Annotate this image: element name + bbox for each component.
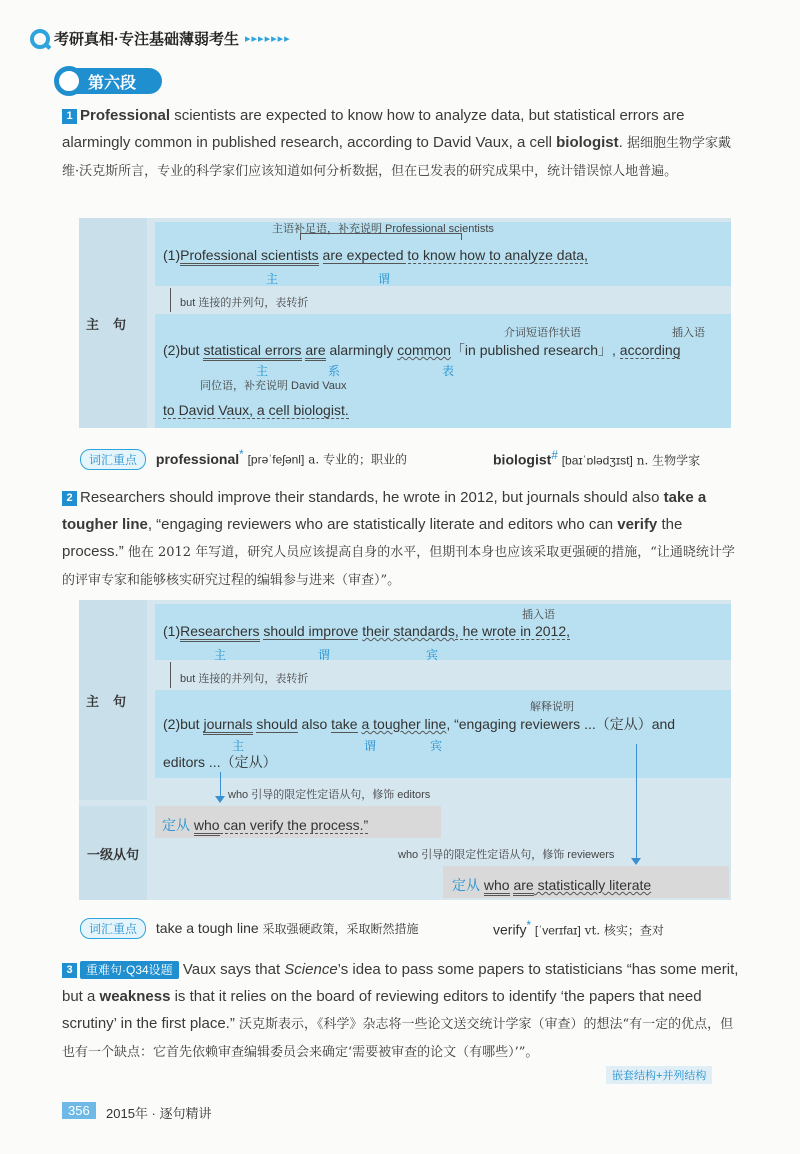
predicative: common xyxy=(397,342,451,358)
structure-note: 嵌套结构+并列结构 xyxy=(606,1066,712,1084)
arrow-line xyxy=(636,744,637,860)
object: their standards xyxy=(362,623,455,639)
arrows-icon: ▸▸▸▸▸▸▸ xyxy=(245,33,291,45)
search-logo-icon xyxy=(30,29,50,49)
tag-predicate: 谓 xyxy=(364,739,377,753)
subject: journals xyxy=(203,716,252,735)
subject: Professional scientists xyxy=(180,247,319,266)
keyword: weakness xyxy=(99,988,171,1005)
annotation: but 连接的并列句，表转折 xyxy=(180,297,309,309)
vocab-row: 词汇重点 professional* [prəˈfeʃənl] a. 专业的；职业的 xyxy=(80,448,740,470)
box-label: 主句 xyxy=(79,600,147,800)
arrow-down-icon xyxy=(215,796,225,803)
paragraph-number: 3 xyxy=(62,963,77,978)
header-brand xyxy=(30,28,291,49)
box-label: 一级从句 xyxy=(79,806,147,900)
relative-clause: 定从 who are statistically literate xyxy=(452,875,651,895)
vocab-tag: 词汇重点 xyxy=(80,918,146,939)
relative-clause: 定从 who can verify the process.” xyxy=(162,815,368,835)
keyword: biologist xyxy=(556,134,619,151)
annotation: who 引导的限定性定语从句，修饰 reviewers xyxy=(398,849,615,861)
connector xyxy=(170,662,171,688)
tag-subject: 主 xyxy=(256,364,269,378)
clause-tag: 定从 xyxy=(162,817,190,833)
paragraph-3: 3 重难句·Q34设题 Vaux says that Science’s idea to pass some papers to statisticians “has some merit, but a weakness is that it relies on the board of reviewing editors to identify ‘the papers that need scrutiny’ in the first place.” 沃克斯表示，《科学》杂志将一些论文送交统计学家（审查）的想法“有一定的优点，但也有一个缺点：它首先依赖审查编辑委员会来确定‘需要被审查的论文（有哪些）’”。 xyxy=(62,961,739,1060)
annotation: who 引导的限定性定语从句，修饰 editors xyxy=(228,789,431,801)
page-number: 356 xyxy=(62,1102,96,1119)
paragraph-2: 2 Researchers should improve their standards, he wrote in 2012, but journals should also take a tougher line, “engaging reviewers who are statistically literate and editors who can verify the process.” 他在 2012 年写道，研究人员应该提高自身的水平，但期刊本身也应该采取更强硬的措施，“让通晓统计学的评审专家和能够核实研究过程的编辑参与进来（审查）”。 xyxy=(62,489,735,588)
sentence-line: to David Vaux, a cell biologist. xyxy=(163,402,349,418)
tag-object: 宾 xyxy=(430,739,443,753)
linking-verb: are xyxy=(305,342,325,361)
paragraph-number: 1 xyxy=(62,109,77,124)
footer-title: 2015年 · 逐句精讲 xyxy=(106,1106,212,1121)
sentence-line: (1)Researchers should improve their standards, he wrote in 2012, xyxy=(163,623,570,639)
vocab-row: biologist# [baɪˈɒlədʒɪst] n. 生物学家 xyxy=(493,449,701,468)
predicate: are expected xyxy=(322,247,404,263)
vocab-word: professional xyxy=(155,450,240,467)
tag-predicate: 谓 xyxy=(378,272,391,286)
annotation: 主语补足语，补充说明 Professional scientists xyxy=(272,223,494,235)
translation: 他在 2012 年写道，研究人员应该提高自身的水平，但期刊本身也应该采取更强硬的措施，“让通晓统计学的评审专家和能够核实研究过程的编辑参与进来（审查）”。 xyxy=(62,545,735,588)
section-title: 第六段 xyxy=(62,68,162,94)
predicate: take xyxy=(331,716,358,732)
annotation: 介词短语作状语 xyxy=(504,327,581,339)
annotation: 解释说明 xyxy=(530,701,574,713)
connector xyxy=(170,288,171,312)
sentence-line: editors ...（定从） xyxy=(163,754,277,770)
tag-subject: 主 xyxy=(214,648,227,662)
annotation: 同位语，补充说明 David Vaux xyxy=(200,380,347,392)
subject: statistical errors xyxy=(203,342,301,361)
vocab-tag: 词汇重点 xyxy=(80,449,146,470)
translation: 据细胞生物学家戴维·沃克斯所言，专业的科学家们应该知道如何分析数据，但在已发表的研究成果中，统计错误惊人地普遍。 xyxy=(62,136,731,179)
tag-object: 宾 xyxy=(426,648,439,662)
box-label: 主句 xyxy=(79,218,147,428)
tag-subject: 主 xyxy=(232,739,245,753)
vocab-word: biologist xyxy=(493,451,552,468)
translation: 沃克斯表示，《科学》杂志将一些论文送交统计学家（审查）的想法“有一定的优点，但也有一个缺点：它首先依赖审查编辑委员会来确定‘需要被审查的论文（有哪些）’”。 xyxy=(62,1017,734,1060)
keyword: Professional xyxy=(80,107,171,124)
vocab-word: verify xyxy=(493,921,527,938)
keyword: take a tougher line xyxy=(62,489,707,533)
sentence-line: (1)Professional scientists are expected to know how to analyze data, xyxy=(163,247,588,263)
annotation: 插入语 xyxy=(672,327,705,339)
tag-link: 系 xyxy=(328,364,341,378)
difficulty-badge: 重难句·Q34设题 xyxy=(80,961,179,979)
annotation: but 连接的并列句，表转折 xyxy=(180,673,309,685)
vocab-row: 词汇重点 take a tough line 采取强硬政策，采取断然措施 xyxy=(80,918,419,939)
paragraph-number: 2 xyxy=(62,491,77,506)
tag-predicative: 表 xyxy=(442,364,455,378)
keyword: verify xyxy=(617,516,658,533)
sentence-line: (2)but journals should also take a tougher line, “engaging reviewers ...（定从）and xyxy=(163,714,675,734)
clause-tag: 定从 xyxy=(452,877,480,893)
brand-text: 考研真相·专注基础薄弱考生 xyxy=(54,31,239,48)
vocab-row: verify* [ˈverɪfaɪ] vt. 核实；查对 xyxy=(493,919,664,938)
subject: Researchers xyxy=(180,623,259,642)
tag-subject: 主 xyxy=(266,272,279,286)
sentence-line: (2)but statistical errors are alarmingly common「in published research」, according xyxy=(163,340,680,360)
annotation: 插入语 xyxy=(522,609,555,621)
object: a tougher line xyxy=(361,716,447,732)
bracket xyxy=(300,233,462,240)
predicate: should improve xyxy=(263,623,359,639)
arrow-down-icon xyxy=(631,858,641,865)
section-search-icon xyxy=(54,66,84,96)
paragraph-1: 1 Professional scientists are expected to know how to analyze data, but statistical errors are alarmingly common in published research, according to David Vaux, a cell biologist. 据细胞生物学家戴维·沃克斯所言，专业的科学家们应该知道如何分析数据，但在已发表的研究成果中，统计错误惊人地普遍。 xyxy=(62,107,731,179)
tag-predicate: 谓 xyxy=(318,648,331,662)
vocab-word: take a tough line xyxy=(155,920,259,936)
